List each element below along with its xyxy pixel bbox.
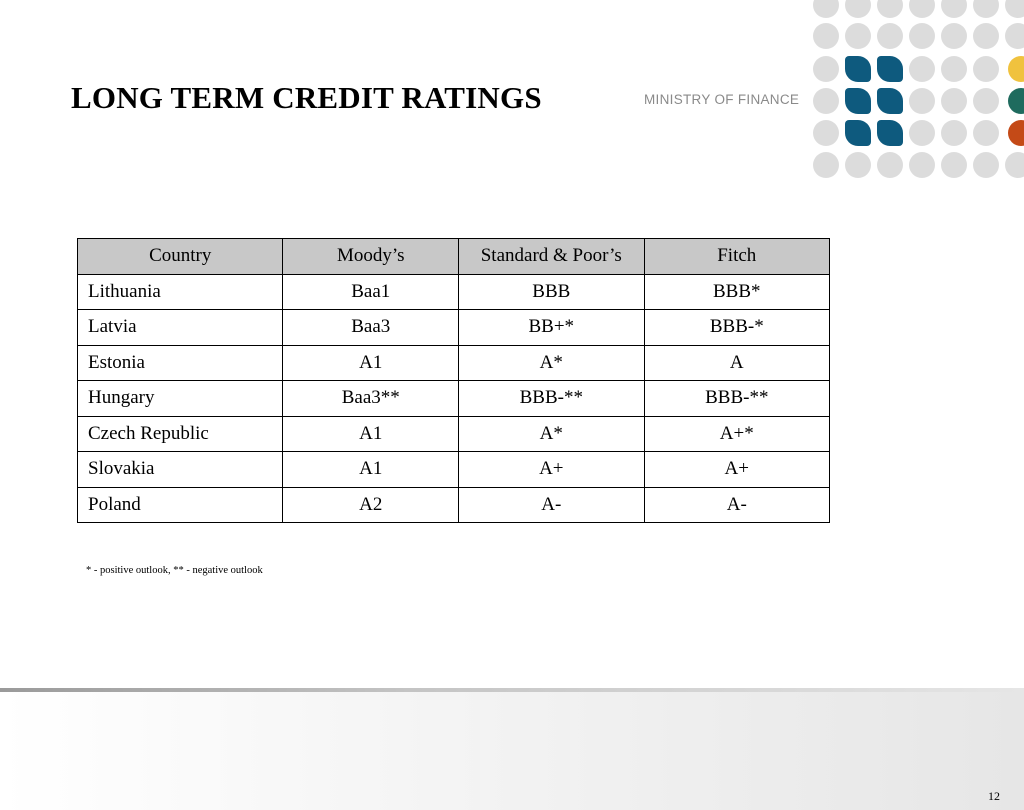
cell-fitch: BBB-** (644, 381, 829, 417)
cell-fitch: A (644, 345, 829, 381)
table-row (78, 310, 830, 346)
ministry-brand: MINISTRY OF FINANCE (644, 92, 800, 107)
logo-dot (813, 88, 839, 114)
logo-dot (909, 0, 935, 18)
cell-moodys: A1 (283, 452, 459, 488)
logo-dot (1005, 23, 1024, 49)
logo-dot-blue (877, 56, 903, 82)
cell-moodys: Baa3** (283, 381, 459, 417)
slide-title: LONG TERM CREDIT RATINGS (71, 80, 542, 115)
cell-sp: A- (459, 487, 645, 523)
logo-dot-blue (877, 120, 903, 146)
cell-sp: BB+* (459, 310, 645, 346)
credit-ratings-table (77, 238, 830, 523)
logo-dot-blue (845, 56, 871, 82)
logo-dot (877, 23, 903, 49)
cell-sp: A* (459, 416, 645, 452)
logo-dot (909, 88, 935, 114)
logo-dot (877, 152, 903, 178)
logo-dot (1005, 152, 1024, 178)
logo-dot (845, 23, 871, 49)
cell-country: Hungary (78, 381, 283, 417)
header-fitch: Fitch (644, 239, 829, 275)
cell-fitch: A+ (644, 452, 829, 488)
cell-country: Czech Republic (78, 416, 283, 452)
footer-divider (0, 688, 1024, 692)
logo-dot (973, 120, 999, 146)
cell-moodys: Baa3 (283, 310, 459, 346)
logo-dot (813, 23, 839, 49)
logo-dot (909, 56, 935, 82)
cell-moodys: A1 (283, 345, 459, 381)
logo-dot (909, 23, 935, 49)
logo-dot-orange (1008, 120, 1024, 146)
logo-dot (813, 0, 839, 18)
logo-dot (909, 120, 935, 146)
cell-fitch: BBB-* (644, 310, 829, 346)
logo-dot (941, 152, 967, 178)
logo-dot (941, 88, 967, 114)
logo-dot (845, 0, 871, 18)
logo-dot (973, 23, 999, 49)
logo-dot (877, 0, 903, 18)
logo-dot (813, 120, 839, 146)
cell-sp: A+ (459, 452, 645, 488)
cell-fitch: A+* (644, 416, 829, 452)
logo-dot (973, 0, 999, 18)
logo-dot (973, 56, 999, 82)
logo-dot (813, 56, 839, 82)
cell-moodys: Baa1 (283, 274, 459, 310)
table-row (78, 416, 830, 452)
logo-dot-blue (877, 88, 903, 114)
cell-country: Poland (78, 487, 283, 523)
cell-country: Estonia (78, 345, 283, 381)
logo-dot (941, 23, 967, 49)
page-number: 12 (988, 789, 1000, 803)
logo-dot (973, 152, 999, 178)
cell-sp: BBB-** (459, 381, 645, 417)
logo-dot (941, 0, 967, 18)
cell-fitch: BBB* (644, 274, 829, 310)
logo-dot (941, 56, 967, 82)
header-sp: Standard & Poor’s (459, 239, 645, 275)
header-moodys: Moody’s (283, 239, 459, 275)
logo-dot (941, 120, 967, 146)
table-footnote: * - positive outlook, ** - negative outlook (86, 565, 263, 576)
footer-band (0, 692, 1024, 810)
cell-country: Latvia (78, 310, 283, 346)
logo-dot-yellow (1008, 56, 1024, 82)
logo-dot (813, 152, 839, 178)
logo-dot (909, 152, 935, 178)
cell-moodys: A2 (283, 487, 459, 523)
logo-dot (973, 88, 999, 114)
cell-sp: BBB (459, 274, 645, 310)
logo-dot (1005, 0, 1024, 18)
cell-moodys: A1 (283, 416, 459, 452)
table-row (78, 452, 830, 488)
cell-sp: A* (459, 345, 645, 381)
logo-dot-blue (845, 120, 871, 146)
cell-country: Lithuania (78, 274, 283, 310)
logo-dot-blue (845, 88, 871, 114)
table-row (78, 487, 830, 523)
cell-country: Slovakia (78, 452, 283, 488)
table-header-row (78, 239, 830, 275)
cell-fitch: A- (644, 487, 829, 523)
header-country: Country (78, 239, 283, 275)
logo-dot-green (1008, 88, 1024, 114)
table-row (78, 381, 830, 417)
table-row (78, 345, 830, 381)
logo-dot (845, 152, 871, 178)
table-row (78, 274, 830, 310)
